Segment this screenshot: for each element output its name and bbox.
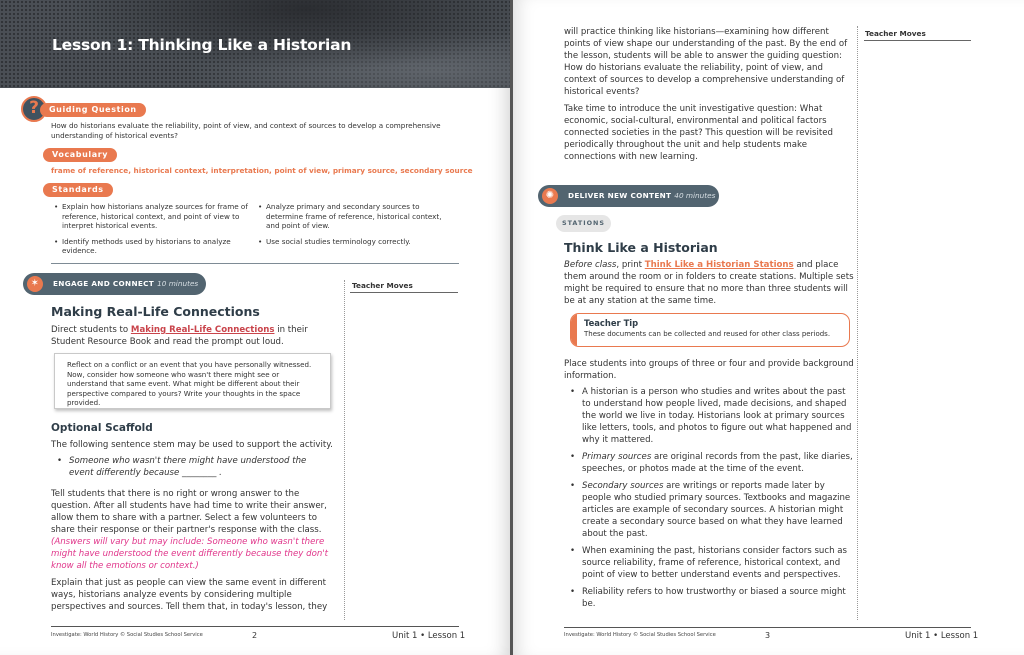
prompt-text: Reflect on a conflict or an event that you have personally witnessed. Now, consider how someone who wasn't there might see or understand that same event. What might be different about their perspective compared to yours? Write your thoughts in the space provided. xyxy=(67,360,312,408)
guiding-question-label: Guiding Question xyxy=(40,103,146,117)
think-like-historian-heading: Think Like a Historian xyxy=(564,240,718,255)
vocabulary-label: Vocabulary xyxy=(43,148,117,162)
teacher-moves-rule xyxy=(864,40,971,41)
making-connections-heading: Making Real-Life Connections xyxy=(51,304,260,319)
standards-label: Standards xyxy=(43,183,113,197)
list-item-text: are original records from the past, like diaries, speeches, or photos made at the time of the event. xyxy=(582,452,853,474)
unit-lesson-label: Unit 1 • Lesson 1 xyxy=(392,631,466,641)
groups-paragraph: Place students into groups of three or four and provide background information. xyxy=(564,359,854,381)
lesson-banner xyxy=(0,0,510,88)
standard-item: • Use social studies terminology correctly. xyxy=(258,237,453,247)
scaffold-paragraph xyxy=(51,488,341,572)
standard-item: • Identify methods used by historians to analyze evidence. xyxy=(54,237,249,256)
left-page xyxy=(0,0,510,655)
deliver-content-bar xyxy=(538,185,719,207)
guiding-question-text xyxy=(51,121,441,140)
background-info-list xyxy=(564,386,854,615)
teacher-tip-text: These documents can be collected and reused for other class periods. xyxy=(584,330,831,338)
handshake-icon: ✶ xyxy=(27,276,43,292)
intro-text: Direct students to xyxy=(51,325,131,335)
stations-link[interactable]: Think Like a Historian Stations xyxy=(644,260,794,270)
lesson-title: Lesson 1: Thinking Like a Historian xyxy=(52,36,352,54)
footer-rule xyxy=(564,627,971,628)
list-item xyxy=(564,545,854,581)
list-item-emphasis: Primary sources xyxy=(582,452,652,462)
list-item xyxy=(564,586,854,610)
explain-paragraph: Explain that just as people can view the same event in different ways, historians analyze events by considering multiple perspectives and sources. Tell them that, in today's lesson, they xyxy=(51,578,328,612)
standard-item: • Explain how historians analyze sources for frame of reference, historical context, and point of view to interpret historical events. xyxy=(54,202,249,231)
teacher-moves-rule xyxy=(350,292,458,293)
starburst-icon: ✺ xyxy=(542,188,558,204)
guiding-question-line-1: How do historians evaluate the reliability, point of view, and context of sources to develop a comprehensive xyxy=(51,121,441,130)
making-connections-intro xyxy=(51,324,336,348)
footer-credit: Investigate: World History © Social Studies School Service xyxy=(564,632,716,638)
list-item-text: are writings or reports made later by people who studied primary sources. Textbooks and magazine articles are example of secondary sources. A historian might create a secondary source based on what they have learned about the past. xyxy=(582,481,851,539)
sentence-stem-list xyxy=(51,455,316,484)
continued-paragraph: will practice thinking like historians—examining how different points of view shape our understanding of the past. By the end of the lesson, students will be able to answer the guiding question: How do historians evaluate the reliability, point of view, and context of sources to develop a comprehensive understanding of historical events? xyxy=(564,27,848,97)
unit-question-paragraph: Take time to introduce the unit investigative question: What economic, social-cultural, environmental and political factors connected societies in the past? This question will be revisited periodically throughout the unit and help students make connections with new learning. xyxy=(564,104,834,162)
standards-list-col1 xyxy=(54,202,249,262)
list-item-text: When examining the past, historians consider factors such as source reliability, frame of reference, historical context, and point of view to better understand events and perspectives. xyxy=(582,546,848,580)
list-item xyxy=(564,386,854,446)
engage-section-minutes: 10 minutes xyxy=(157,279,199,288)
deliver-section-minutes: 40 minutes xyxy=(674,191,716,200)
sample-answer: (Answers will vary but may include: Someone who wasn't there might have understood the event differently because they don't know all the emotions or context.) xyxy=(51,537,329,571)
teacher-tip-title: Teacher Tip xyxy=(584,318,639,328)
footer-rule xyxy=(51,626,459,627)
standards-list-col2 xyxy=(258,202,453,252)
standard-item: • Analyze primary and secondary sources to determine frame of reference, historical context, and point of view. xyxy=(258,202,453,231)
vocabulary-terms: frame of reference, historical context, interpretation, point of view, primary source, secondary source xyxy=(51,166,473,175)
making-connections-link[interactable]: Making Real-Life Connections xyxy=(130,325,275,335)
unit-lesson-label: Unit 1 • Lesson 1 xyxy=(905,631,979,641)
list-item xyxy=(564,451,854,475)
page-number: 2 xyxy=(252,631,258,640)
teacher-moves-label: Teacher Moves xyxy=(352,281,413,290)
question-mark-icon: ? xyxy=(21,96,47,122)
before-class-text: Before class xyxy=(564,260,617,270)
column-divider xyxy=(857,26,858,620)
deliver-section-title: DELIVER NEW CONTENT xyxy=(568,191,672,200)
think-like-paragraph xyxy=(564,259,854,307)
footer-credit: Investigate: World History © Social Studies School Service xyxy=(51,632,203,638)
engage-section-title: ENGAGE AND CONNECT xyxy=(53,279,155,288)
optional-scaffold-heading: Optional Scaffold xyxy=(51,422,153,434)
sentence-stem: • Someone who wasn't there might have understood the event differently because ________ . xyxy=(51,455,316,479)
teacher-moves-label: Teacher Moves xyxy=(865,29,926,38)
section-divider xyxy=(51,263,459,264)
engage-connect-bar xyxy=(23,273,206,295)
scaffold-intro: The following sentence stem may be used to support the activity. xyxy=(51,440,333,450)
teacher-tip-box xyxy=(570,313,850,347)
intro-text: in their Student Resource Book and read the prompt out loud. xyxy=(51,325,308,347)
think-like-text: , print xyxy=(616,260,645,270)
stations-badge: STATIONS xyxy=(556,215,611,232)
prompt-box xyxy=(54,353,331,409)
list-item-text: Reliability refers to how trustworthy or biased a source might be. xyxy=(582,587,846,609)
list-item-emphasis: Secondary sources xyxy=(582,481,664,491)
list-item-text: A historian is a person who studies and writes about the past to understand how people lived, made decisions, and shaped the world we live in today. Historians look at primary sources like letters, tools, and photos to figure out what happened and why it mattered. xyxy=(582,387,852,445)
page-number: 3 xyxy=(765,631,771,640)
think-like-text: and place them around the room or in folders to create stations. Multiple sets might be required to ensure that no more than three students will be at any station at the same time. xyxy=(564,260,854,306)
scaffold-para-text: Tell students that there is no right or wrong answer to the question. After all students have had time to write their answer, allow them to share with a partner. Select a few volunteers to share their response or their partner's response with the class. xyxy=(51,489,327,535)
guiding-question-line-2: understanding of historical events? xyxy=(51,130,178,140)
list-item xyxy=(564,480,854,540)
